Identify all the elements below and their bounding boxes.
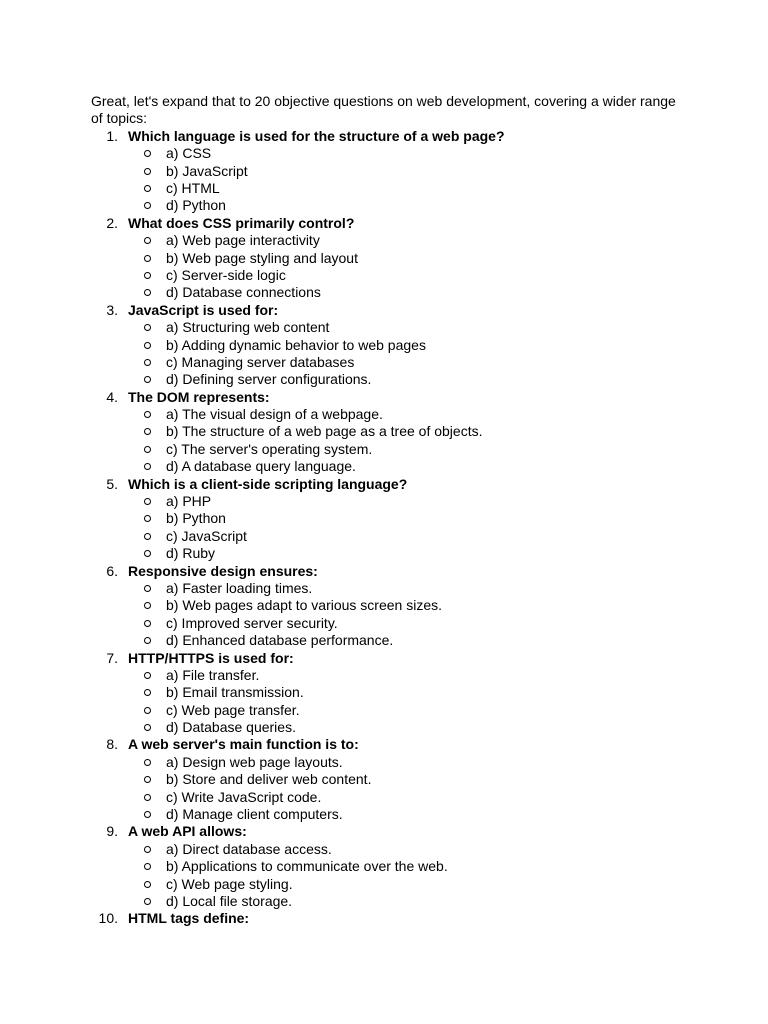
question-item <box>91 563 681 650</box>
hollow-circle-bullet-icon <box>144 197 152 214</box>
option-item <box>91 337 681 354</box>
question-item <box>91 215 681 302</box>
question-number: 1. <box>106 127 118 144</box>
question-item <box>91 650 681 737</box>
question-text: Which language is used for the structure of a web page? <box>128 127 505 144</box>
option-text: c) Web page transfer. <box>166 701 300 718</box>
option-text: b) Web pages adapt to various screen sizes. <box>166 597 443 614</box>
option-text: b) Web page styling and layout <box>166 249 358 266</box>
option-text: b) Applications to communicate over the web. <box>166 858 448 875</box>
hollow-circle-bullet-icon <box>144 789 152 806</box>
option-item <box>91 197 681 214</box>
option-text: b) Email transmission. <box>166 684 304 701</box>
option-text: c) Web page styling. <box>166 875 293 892</box>
question-number: 6. <box>106 562 118 579</box>
question-item <box>91 476 681 563</box>
question-item <box>91 910 681 927</box>
question-number: 9. <box>106 823 118 840</box>
option-text: a) CSS <box>166 145 212 162</box>
hollow-circle-bullet-icon <box>144 528 152 545</box>
question-line <box>91 910 681 927</box>
question-text: HTTP/HTTPS is used for: <box>128 649 294 666</box>
option-text: c) The server's operating system. <box>166 440 373 457</box>
question-line <box>91 128 681 145</box>
option-item <box>91 806 681 823</box>
option-text: c) HTML <box>166 179 220 196</box>
option-text: d) Database connections <box>166 284 321 301</box>
hollow-circle-bullet-icon <box>144 702 152 719</box>
option-item <box>91 545 681 562</box>
hollow-circle-bullet-icon <box>144 163 152 180</box>
hollow-circle-bullet-icon <box>144 423 152 440</box>
option-item <box>91 580 681 597</box>
option-item <box>91 180 681 197</box>
option-item <box>91 719 681 736</box>
question-line <box>91 736 681 753</box>
option-item <box>91 145 681 162</box>
option-item <box>91 406 681 423</box>
hollow-circle-bullet-icon <box>144 684 152 701</box>
option-item <box>91 876 681 893</box>
option-item <box>91 441 681 458</box>
hollow-circle-bullet-icon <box>144 337 152 354</box>
hollow-circle-bullet-icon <box>144 893 152 910</box>
option-text: c) Improved server security. <box>166 614 338 631</box>
option-item <box>91 163 681 180</box>
question-text: Which is a client-side scripting language? <box>128 475 408 492</box>
option-text: d) A database query language. <box>166 458 356 475</box>
question-number: 2. <box>106 214 118 231</box>
option-item <box>91 597 681 614</box>
question-text: What does CSS primarily control? <box>128 214 355 231</box>
question-item <box>91 128 681 215</box>
hollow-circle-bullet-icon <box>144 493 152 510</box>
question-text: A web server's main function is to: <box>128 736 359 753</box>
hollow-circle-bullet-icon <box>144 771 152 788</box>
question-item <box>91 823 681 910</box>
option-item <box>91 371 681 388</box>
hollow-circle-bullet-icon <box>144 406 152 423</box>
option-list <box>91 406 681 476</box>
question-line <box>91 215 681 232</box>
question-line <box>91 563 681 580</box>
question-number: 10. <box>98 910 118 927</box>
option-item <box>91 684 681 701</box>
question-line <box>91 389 681 406</box>
option-item <box>91 789 681 806</box>
hollow-circle-bullet-icon <box>144 319 152 336</box>
question-item <box>91 736 681 823</box>
question-list <box>91 128 681 928</box>
option-item <box>91 284 681 301</box>
question-text: Responsive design ensures: <box>128 562 318 579</box>
option-text: b) JavaScript <box>166 162 248 179</box>
option-item <box>91 319 681 336</box>
hollow-circle-bullet-icon <box>144 615 152 632</box>
hollow-circle-bullet-icon <box>144 441 152 458</box>
option-item <box>91 493 681 510</box>
option-item <box>91 754 681 771</box>
option-list <box>91 493 681 563</box>
option-list <box>91 145 681 215</box>
hollow-circle-bullet-icon <box>144 180 152 197</box>
option-text: a) File transfer. <box>166 666 260 683</box>
hollow-circle-bullet-icon <box>144 267 152 284</box>
hollow-circle-bullet-icon <box>144 354 152 371</box>
option-item <box>91 528 681 545</box>
option-text: a) PHP <box>166 493 212 510</box>
option-text: d) Defining server configurations. <box>166 371 372 388</box>
option-item <box>91 458 681 475</box>
hollow-circle-bullet-icon <box>144 719 152 736</box>
hollow-circle-bullet-icon <box>144 284 152 301</box>
option-text: c) Write JavaScript code. <box>166 788 322 805</box>
hollow-circle-bullet-icon <box>144 250 152 267</box>
question-number: 8. <box>106 736 118 753</box>
option-item <box>91 250 681 267</box>
option-text: b) The structure of a web page as a tree of objects. <box>166 423 483 440</box>
option-text: a) The visual design of a webpage. <box>166 406 383 423</box>
hollow-circle-bullet-icon <box>144 371 152 388</box>
hollow-circle-bullet-icon <box>144 458 152 475</box>
option-text: d) Database queries. <box>166 719 296 736</box>
option-item <box>91 667 681 684</box>
option-text: a) Direct database access. <box>166 840 332 857</box>
hollow-circle-bullet-icon <box>144 232 152 249</box>
hollow-circle-bullet-icon <box>144 545 152 562</box>
option-list <box>91 667 681 737</box>
hollow-circle-bullet-icon <box>144 510 152 527</box>
document-page <box>91 93 681 928</box>
option-item <box>91 423 681 440</box>
option-item <box>91 232 681 249</box>
option-item <box>91 615 681 632</box>
option-text: a) Faster loading times. <box>166 579 313 596</box>
option-text: a) Design web page layouts. <box>166 753 343 770</box>
question-line <box>91 476 681 493</box>
hollow-circle-bullet-icon <box>144 754 152 771</box>
option-item <box>91 858 681 875</box>
hollow-circle-bullet-icon <box>144 597 152 614</box>
option-text: a) Structuring web content <box>166 319 330 336</box>
hollow-circle-bullet-icon <box>144 876 152 893</box>
option-text: c) JavaScript <box>166 527 247 544</box>
option-item <box>91 510 681 527</box>
option-text: b) Store and deliver web content. <box>166 771 372 788</box>
question-item <box>91 389 681 476</box>
option-list <box>91 841 681 911</box>
question-number: 7. <box>106 649 118 666</box>
option-item <box>91 893 681 910</box>
question-item <box>91 302 681 389</box>
question-text: JavaScript is used for: <box>128 301 279 318</box>
option-item <box>91 771 681 788</box>
option-text: b) Python <box>166 510 226 527</box>
option-text: c) Managing server databases <box>166 353 355 370</box>
option-list <box>91 754 681 824</box>
option-item <box>91 841 681 858</box>
option-list <box>91 232 681 302</box>
hollow-circle-bullet-icon <box>144 632 152 649</box>
option-item <box>91 702 681 719</box>
hollow-circle-bullet-icon <box>144 580 152 597</box>
option-list <box>91 319 681 389</box>
option-item <box>91 632 681 649</box>
hollow-circle-bullet-icon <box>144 667 152 684</box>
question-text: The DOM represents: <box>128 388 270 405</box>
option-text: a) Web page interactivity <box>166 232 320 249</box>
option-text: d) Python <box>166 197 226 214</box>
hollow-circle-bullet-icon <box>144 841 152 858</box>
question-number: 3. <box>106 301 118 318</box>
option-text: d) Manage client computers. <box>166 806 343 823</box>
hollow-circle-bullet-icon <box>144 145 152 162</box>
question-line <box>91 823 681 840</box>
question-text: A web API allows: <box>128 823 247 840</box>
option-text: b) Adding dynamic behavior to web pages <box>166 336 426 353</box>
option-text: d) Ruby <box>166 545 216 562</box>
question-line <box>91 302 681 319</box>
intro-paragraph: Great, let's expand that to 20 objective questions on web development, covering a wider range of topics: <box>91 93 676 127</box>
question-text: HTML tags define: <box>128 910 250 927</box>
option-text: d) Enhanced database performance. <box>166 632 394 649</box>
option-list <box>91 580 681 650</box>
option-item <box>91 354 681 371</box>
option-item <box>91 267 681 284</box>
question-line <box>91 650 681 667</box>
option-text: c) Server-side logic <box>166 266 286 283</box>
question-number: 4. <box>106 388 118 405</box>
hollow-circle-bullet-icon <box>144 858 152 875</box>
hollow-circle-bullet-icon <box>144 806 152 823</box>
question-number: 5. <box>106 475 118 492</box>
option-text: d) Local file storage. <box>166 893 293 909</box>
